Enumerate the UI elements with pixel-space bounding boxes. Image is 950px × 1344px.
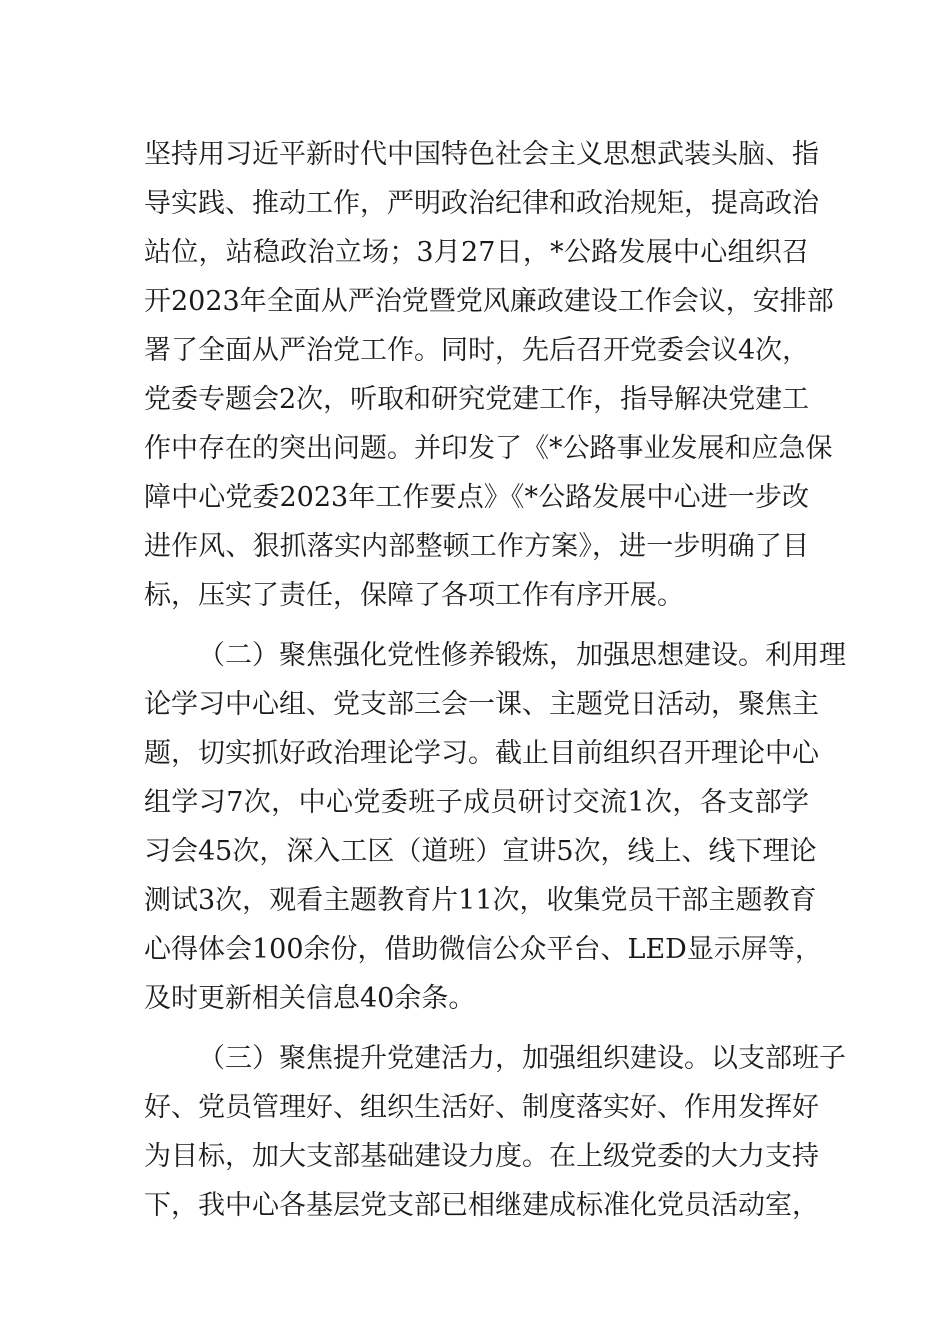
paragraph-line: 及时更新相关信息40余条。 bbox=[144, 983, 476, 1014]
paragraph-line: 测试3次，观看主题教育片11次，收集党员干部主题教育 bbox=[144, 885, 817, 916]
paragraph-line: 心得体会100余份，借助微信公众平台、LED显示屏等， bbox=[144, 934, 822, 965]
paragraph-line: 党委专题会2次，听取和研究党建工作，指导解决党建工 bbox=[144, 384, 810, 415]
paragraph-spacer bbox=[144, 620, 809, 631]
paragraph-line: 开2023年全面从严治党暨党风廉政建设工作会议，安排部 bbox=[144, 286, 834, 317]
paragraph-1 bbox=[144, 130, 834, 620]
paragraph-line: 习会45次，深入工区（道班）宣讲5次，线上、线下理论 bbox=[144, 836, 817, 867]
paragraph-line: 论学习中心组、党支部三会一课、主题党日活动，聚焦主 bbox=[144, 689, 819, 720]
paragraph-line: 作中存在的突出问题。并印发了《*公路事业发展和应急保 bbox=[144, 433, 833, 464]
paragraph-line: 站位，站稳政治立场；3月27日，*公路发展中心组织召 bbox=[144, 237, 809, 268]
paragraph-line: 为目标，加大支部基础建设力度。在上级党委的大力支持 bbox=[144, 1141, 819, 1172]
paragraph-line: 进作风、狠抓落实内部整顿工作方案》，进一步明确了目 bbox=[144, 531, 809, 562]
document-body bbox=[144, 130, 846, 1230]
paragraph-line: 好、党员管理好、组织生活好、制度落实好、作用发挥好 bbox=[144, 1092, 819, 1123]
paragraph-line: 署了全面从严治党工作。同时，先后召开党委会议4次， bbox=[144, 335, 810, 366]
paragraph-line: （三）聚焦提升党建活力，加强组织建设。以支部班子 bbox=[198, 1043, 846, 1074]
paragraph-line: （二）聚焦强化党性修养锻炼，加强思想建设。利用理 bbox=[198, 640, 846, 671]
paragraph-line: 组学习7次，中心党委班子成员研讨交流1次，各支部学 bbox=[144, 787, 809, 818]
paragraph-2 bbox=[144, 631, 846, 1023]
paragraph-line: 标，压实了责任，保障了各项工作有序开展。 bbox=[144, 580, 684, 611]
paragraph-line: 下，我中心各基层党支部已相继建成标准化党员活动室， bbox=[144, 1190, 819, 1221]
paragraph-line: 坚持用习近平新时代中国特色社会主义思想武装头脑、指 bbox=[144, 139, 819, 170]
paragraph-3 bbox=[144, 1034, 846, 1230]
paragraph-line: 导实践、推动工作，严明政治纪律和政治规矩，提高政治 bbox=[144, 188, 819, 219]
paragraph-spacer bbox=[144, 1023, 809, 1034]
paragraph-line: 障中心党委2023年工作要点》《*公路发展中心进一步改 bbox=[144, 482, 809, 513]
paragraph-line: 题，切实抓好政治理论学习。截止目前组织召开理论中心 bbox=[144, 738, 819, 769]
